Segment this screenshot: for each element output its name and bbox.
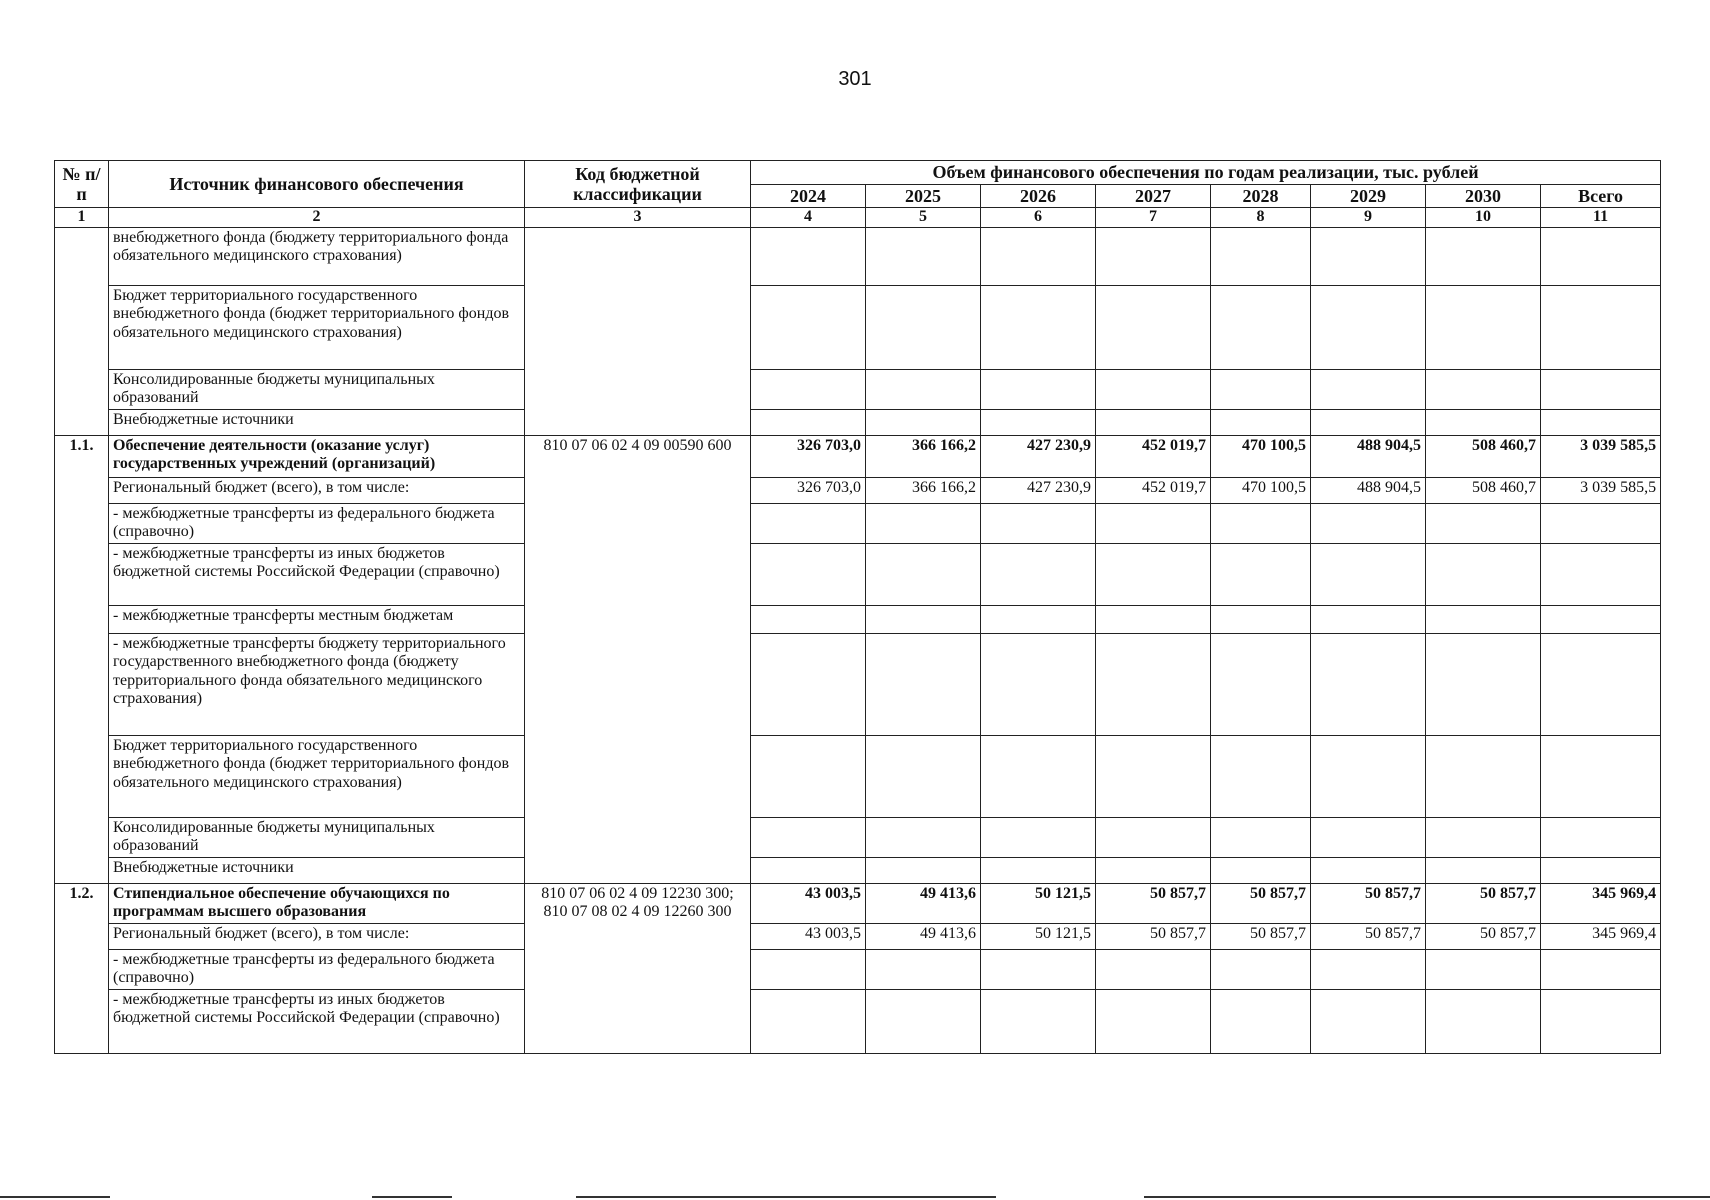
year-value-cell (1211, 409, 1311, 435)
source-cell: Консолидированные бюджеты муниципальных образований (109, 817, 525, 857)
year-value-cell (1311, 503, 1426, 543)
year-value-cell (981, 285, 1096, 369)
year-value-cell (1096, 369, 1211, 409)
year-value-cell (751, 735, 866, 817)
year-value-cell: 49 413,6 (866, 923, 981, 949)
budget-code-cell: 810 07 06 02 4 09 00590 600 (525, 435, 751, 883)
year-value-cell (981, 857, 1096, 883)
source-cell: Региональный бюджет (всего), в том числе: (109, 923, 525, 949)
bottom-rule (1144, 1196, 1710, 1198)
year-value-cell (981, 605, 1096, 633)
source-cell: - межбюджетные трансферты из федерального бюджета (справочно) (109, 949, 525, 989)
year-value-cell (1311, 369, 1426, 409)
table-row (55, 543, 1661, 605)
year-value-cell (1311, 605, 1426, 633)
year-value-cell (751, 503, 866, 543)
total-value-cell (1541, 543, 1661, 605)
source-cell: Бюджет территориального государственного внебюджетного фонда (бюджет территориального фондов обязательного медицинского страхования) (109, 285, 525, 369)
year-value-cell (1211, 735, 1311, 817)
year-value-cell (1426, 543, 1541, 605)
year-value-cell (1096, 227, 1211, 285)
year-value-cell (1096, 735, 1211, 817)
source-cell: Внебюджетные источники (109, 409, 525, 435)
column-number: 10 (1426, 208, 1541, 227)
year-value-cell (1096, 633, 1211, 735)
header-row (55, 161, 1661, 185)
year-value-cell (1426, 227, 1541, 285)
total-value-cell (1541, 633, 1661, 735)
column-number: 2 (109, 208, 525, 227)
year-value-cell (1426, 989, 1541, 1053)
bottom-rule (372, 1196, 452, 1198)
year-value-cell (751, 633, 866, 735)
year-value-cell (1311, 949, 1426, 989)
year-value-cell (866, 633, 981, 735)
column-number: 9 (1311, 208, 1426, 227)
year-value-cell (1311, 409, 1426, 435)
year-value-cell (751, 409, 866, 435)
year-value-cell (751, 369, 866, 409)
year-value-cell (1426, 949, 1541, 989)
year-value-cell: 50 857,7 (1426, 883, 1541, 923)
year-value-cell (1211, 989, 1311, 1053)
year-value-cell (1311, 227, 1426, 285)
table-row (55, 285, 1661, 369)
total-value-cell (1541, 503, 1661, 543)
total-value-cell: 345 969,4 (1541, 923, 1661, 949)
source-cell: внебюджетного фонда (бюджету территориального фонда обязательного медицинского страхования) (109, 227, 525, 285)
year-value-cell: 488 904,5 (1311, 435, 1426, 477)
source-cell: - межбюджетные трансферты из иных бюджетов бюджетной системы Российской Федерации (справочно) (109, 543, 525, 605)
year-value-cell (981, 989, 1096, 1053)
total-value-cell (1541, 949, 1661, 989)
year-value-cell: 488 904,5 (1311, 477, 1426, 503)
year-value-cell (1426, 633, 1541, 735)
table-row (55, 817, 1661, 857)
header-code: Код бюджетной классификации (525, 161, 751, 208)
year-value-cell (1426, 605, 1541, 633)
total-value-cell (1541, 409, 1661, 435)
header-year: 2024 (751, 184, 866, 208)
table-row (55, 923, 1661, 949)
column-number: 1 (55, 208, 109, 227)
bottom-rule (0, 1196, 110, 1198)
year-value-cell (1096, 285, 1211, 369)
table-row (55, 503, 1661, 543)
year-value-cell: 43 003,5 (751, 923, 866, 949)
year-value-cell (1211, 857, 1311, 883)
bottom-rule (576, 1196, 996, 1198)
year-value-cell (1311, 543, 1426, 605)
source-cell: Консолидированные бюджеты муниципальных образований (109, 369, 525, 409)
year-value-cell: 50 121,5 (981, 923, 1096, 949)
year-value-cell (751, 857, 866, 883)
source-cell: Региональный бюджет (всего), в том числе: (109, 477, 525, 503)
year-value-cell (1311, 735, 1426, 817)
source-cell: Обеспечение деятельности (оказание услуг) государственных учреждений (организаций) (109, 435, 525, 477)
table-row (55, 435, 1661, 477)
year-value-cell: 43 003,5 (751, 883, 866, 923)
total-value-cell: 345 969,4 (1541, 883, 1661, 923)
total-value-cell (1541, 227, 1661, 285)
year-value-cell: 470 100,5 (1211, 435, 1311, 477)
year-value-cell (1096, 817, 1211, 857)
year-value-cell (981, 543, 1096, 605)
total-value-cell (1541, 285, 1661, 369)
table-row (55, 605, 1661, 633)
year-value-cell: 50 857,7 (1311, 923, 1426, 949)
year-value-cell: 50 857,7 (1426, 923, 1541, 949)
column-number: 4 (751, 208, 866, 227)
year-value-cell: 366 166,2 (866, 477, 981, 503)
year-value-cell: 326 703,0 (751, 477, 866, 503)
year-value-cell: 508 460,7 (1426, 477, 1541, 503)
column-number-row (55, 208, 1661, 227)
row-number-cell: 1.2. (55, 883, 109, 1053)
year-value-cell: 326 703,0 (751, 435, 866, 477)
header-year: 2026 (981, 184, 1096, 208)
year-value-cell (751, 949, 866, 989)
source-cell: - межбюджетные трансферты местным бюджетам (109, 605, 525, 633)
year-value-cell (1096, 949, 1211, 989)
header-year: 2025 (866, 184, 981, 208)
column-number: 6 (981, 208, 1096, 227)
year-value-cell (1096, 543, 1211, 605)
year-value-cell (866, 409, 981, 435)
header-year: 2030 (1426, 184, 1541, 208)
total-value-cell (1541, 735, 1661, 817)
year-value-cell (981, 409, 1096, 435)
year-value-cell (1211, 285, 1311, 369)
table-row (55, 409, 1661, 435)
year-value-cell (1426, 409, 1541, 435)
year-value-cell (1426, 503, 1541, 543)
year-value-cell (1211, 503, 1311, 543)
row-number-cell: 1.1. (55, 435, 109, 883)
table-row (55, 227, 1661, 285)
table-body (55, 227, 1661, 1053)
year-value-cell (1096, 605, 1211, 633)
year-value-cell (981, 369, 1096, 409)
header-volume: Объем финансового обеспечения по годам реализации, тыс. рублей (751, 161, 1661, 185)
year-value-cell (1096, 989, 1211, 1053)
header-num: № п/п (55, 161, 109, 208)
year-value-cell (1211, 543, 1311, 605)
year-value-cell: 452 019,7 (1096, 477, 1211, 503)
budget-code-cell (525, 227, 751, 435)
total-value-cell: 3 039 585,5 (1541, 435, 1661, 477)
header-total: Всего (1541, 184, 1661, 208)
year-value-cell (866, 543, 981, 605)
column-number: 7 (1096, 208, 1211, 227)
year-value-cell (866, 285, 981, 369)
year-value-cell: 427 230,9 (981, 477, 1096, 503)
year-value-cell (1211, 817, 1311, 857)
year-value-cell (751, 543, 866, 605)
table-row (55, 989, 1661, 1053)
header-year: 2029 (1311, 184, 1426, 208)
table-row (55, 857, 1661, 883)
year-value-cell (1426, 735, 1541, 817)
source-cell: - межбюджетные трансферты бюджету территориального государственного внебюджетного фонда (бюджету территориального фонда обязательного медицинского страхования) (109, 633, 525, 735)
year-value-cell (1311, 989, 1426, 1053)
table-row (55, 883, 1661, 923)
total-value-cell (1541, 817, 1661, 857)
year-value-cell (1311, 857, 1426, 883)
total-value-cell (1541, 857, 1661, 883)
table-row (55, 477, 1661, 503)
year-value-cell (981, 633, 1096, 735)
year-value-cell: 49 413,6 (866, 883, 981, 923)
year-value-cell (1311, 817, 1426, 857)
year-value-cell: 50 857,7 (1311, 883, 1426, 923)
table-row (55, 735, 1661, 817)
header-year: 2027 (1096, 184, 1211, 208)
header-source: Источник финансового обеспечения (109, 161, 525, 208)
year-value-cell: 470 100,5 (1211, 477, 1311, 503)
table-row (55, 949, 1661, 989)
year-value-cell (1096, 503, 1211, 543)
year-value-cell (1311, 285, 1426, 369)
year-value-cell (1426, 285, 1541, 369)
year-value-cell: 50 857,7 (1211, 923, 1311, 949)
year-value-cell (866, 817, 981, 857)
column-number: 11 (1541, 208, 1661, 227)
year-value-cell (1426, 369, 1541, 409)
year-value-cell (1211, 605, 1311, 633)
year-value-cell: 427 230,9 (981, 435, 1096, 477)
year-value-cell (751, 605, 866, 633)
financing-table (54, 160, 1661, 1054)
year-value-cell (981, 503, 1096, 543)
column-number: 3 (525, 208, 751, 227)
year-value-cell: 366 166,2 (866, 435, 981, 477)
year-value-cell (866, 369, 981, 409)
year-value-cell (1096, 409, 1211, 435)
year-value-cell (1426, 817, 1541, 857)
year-value-cell (866, 735, 981, 817)
total-value-cell (1541, 605, 1661, 633)
budget-code-cell: 810 07 06 02 4 09 12230 300; 810 07 08 02 4 09 12260 300 (525, 883, 751, 1053)
year-value-cell: 452 019,7 (1096, 435, 1211, 477)
year-value-cell (1211, 949, 1311, 989)
year-value-cell (866, 857, 981, 883)
year-value-cell (1211, 369, 1311, 409)
table-row (55, 633, 1661, 735)
year-value-cell: 50 857,7 (1096, 883, 1211, 923)
year-value-cell (751, 227, 866, 285)
table-row (55, 369, 1661, 409)
year-value-cell (1211, 227, 1311, 285)
year-value-cell (1096, 857, 1211, 883)
year-value-cell (751, 989, 866, 1053)
year-value-cell (751, 285, 866, 369)
source-cell: - межбюджетные трансферты из федерального бюджета (справочно) (109, 503, 525, 543)
year-value-cell: 50 857,7 (1211, 883, 1311, 923)
year-value-cell: 50 121,5 (981, 883, 1096, 923)
source-cell: - межбюджетные трансферты из иных бюджетов бюджетной системы Российской Федерации (справочно) (109, 989, 525, 1053)
year-value-cell: 50 857,7 (1096, 923, 1211, 949)
header-year: 2028 (1211, 184, 1311, 208)
year-value-cell (751, 817, 866, 857)
year-value-cell (1211, 633, 1311, 735)
total-value-cell: 3 039 585,5 (1541, 477, 1661, 503)
column-number: 5 (866, 208, 981, 227)
year-value-cell (866, 503, 981, 543)
row-number-cell (55, 227, 109, 435)
year-value-cell (1426, 857, 1541, 883)
page-number: 301 (838, 68, 872, 90)
year-value-cell (866, 989, 981, 1053)
year-value-cell (981, 949, 1096, 989)
year-value-cell (981, 735, 1096, 817)
year-value-cell (866, 227, 981, 285)
year-value-cell: 508 460,7 (1426, 435, 1541, 477)
total-value-cell (1541, 369, 1661, 409)
total-value-cell (1541, 989, 1661, 1053)
source-cell: Стипендиальное обеспечение обучающихся по программам высшего образования (109, 883, 525, 923)
year-value-cell (981, 227, 1096, 285)
source-cell: Внебюджетные источники (109, 857, 525, 883)
year-value-cell (866, 605, 981, 633)
year-value-cell (866, 949, 981, 989)
year-value-cell (1311, 633, 1426, 735)
year-value-cell (981, 817, 1096, 857)
column-number: 8 (1211, 208, 1311, 227)
source-cell: Бюджет территориального государственного внебюджетного фонда (бюджет территориального фондов обязательного медицинского страхования) (109, 735, 525, 817)
